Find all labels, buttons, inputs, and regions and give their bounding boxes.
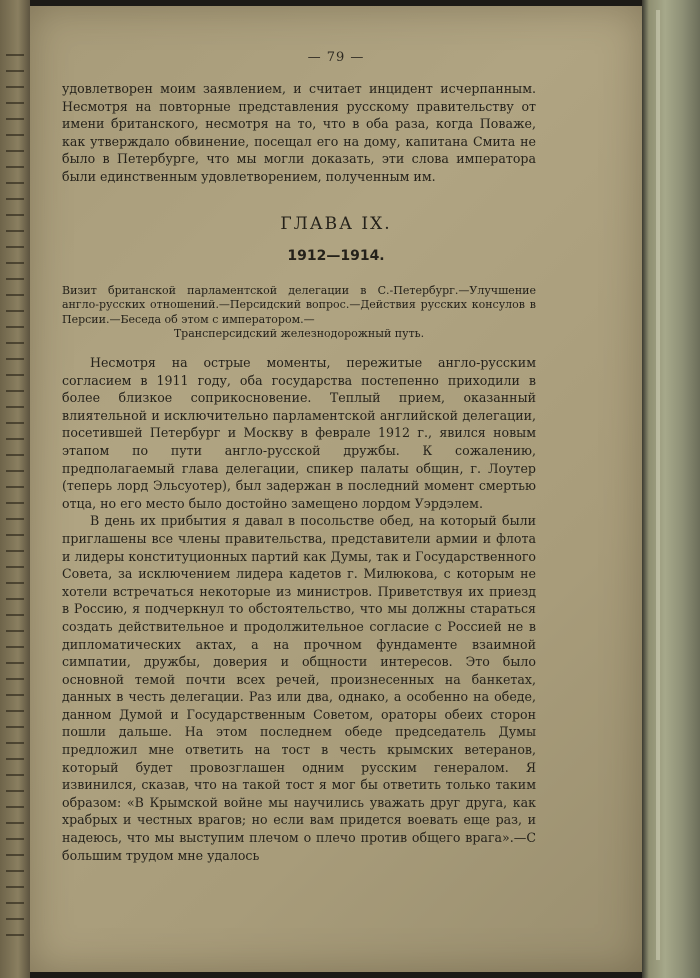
- book-page: [30, 6, 642, 972]
- chapter-summary-last-line: Трансперсидский железнодорожный путь.: [173, 327, 425, 341]
- binding-stripe: [656, 10, 660, 960]
- main-text-block: [62, 354, 536, 864]
- book-binding: [642, 0, 700, 978]
- chapter-title: ГЛАВА IX.: [280, 214, 392, 234]
- page-number: — 79 —: [307, 50, 365, 65]
- facing-page-edge: [0, 0, 30, 978]
- chapter-years: 1912—1914.: [287, 248, 385, 264]
- lead-paragraph: удовлетворен моим заявлением, и считает инцидент исчерпанным. Несмотря на повторные представления русскому правительству от имени британского, несмотря на то, что в оба раза, когда Поваже, как утверждало обвинение, посещал его на дому, капитана Смита не было в Петербурге, что мы могли доказать, эти слова императора были единственным удовлетворением, полученным им.: [62, 81, 536, 184]
- chapter-summary: [62, 284, 536, 342]
- paragraph-2: В день их прибытия я давал в посольстве обед, на который были приглашены все члены правительства, представители армии и флота и лидеры конституционных партий как Думы, так и Государственного Совета, за исключением лидера кадетов г. Милюкова, с которым не хотели встречаться некоторые из министров. Приветствуя их приезд в Россию, я подчеркнул то обстоятельство, что мы должны стараться создать действительное и продолжительное согласие с Россией не в дипломатических актах, а на прочном фундаменте взаимной симпатии, дружбы, доверия и общности интересов. Это было основной темой почти всех речей, произнесенных на банкетах, данных в честь делегации. Раз или два, однако, а особенно на обеде, данном Думой и Государственным Советом, ораторы обеих сторон пошли дальше. На этом последнем обеде председатель Думы предложил мне ответить на тост в честь крымских ветеранов, который будет провозглашен одним русским генералом. Я извинился, сказав, что на такой тост я мог бы ответить только таким образом: «В Крымской войне мы научились уважать друг друга, как храбрых и честных врагов; но если вам придется воевать еще раз, и надеюсь, что мы выступим плечом о плечо против общего врага».—С большим трудом мне удалось: [62, 513, 536, 863]
- chapter-summary-text: Визит британской парламентской делегации в С.-Петербург.—Улучшение англо-русских отношений.—Персидский вопрос.—Действия русских консулов в Персии.—Беседа об этом с императором.—: [62, 284, 536, 326]
- lead-paragraph-block: [62, 80, 536, 186]
- chapter-summary-block: [62, 284, 536, 342]
- facing-page-text-edge: [6, 40, 24, 940]
- paragraph-1: Несмотря на острые моменты, пережитые англо-русским согласием в 1911 году, оба государства постепенно приходили в более близкое соприкосновение. Теплый прием, оказанный влиятельной и исключительно парламентской английской делегации, посетившей Петербург и Москву в феврале 1912 г., явился новым этапом по пути англо-русской дружбы. К сожалению, предполагаемый глава делегации, спикер палаты общин, г. Лоутер (теперь лорд Эльсуотер), был задержан в последний момент смертью отца, но его место было достойно замещено лордом Уэрдэлем.: [62, 355, 536, 511]
